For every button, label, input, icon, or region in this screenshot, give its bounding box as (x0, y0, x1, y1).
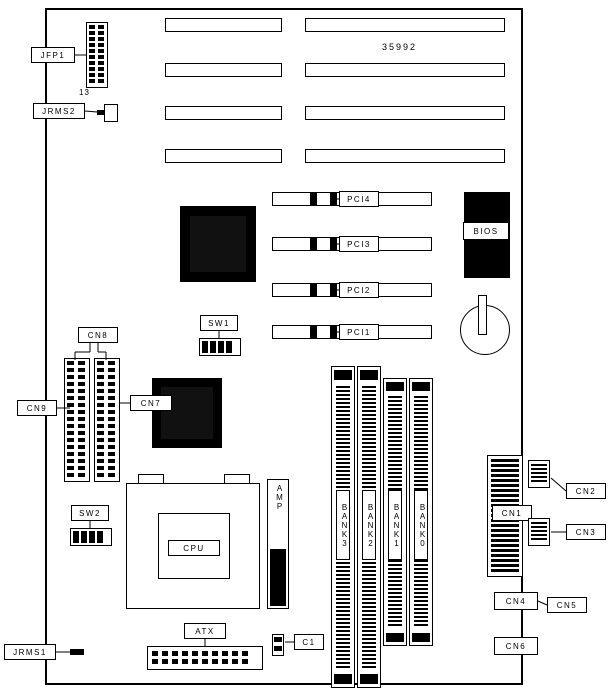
slot-top-4a (165, 149, 282, 163)
battery-post (478, 295, 487, 335)
slot-top-3a (165, 106, 282, 120)
sw1-dip-levers (202, 341, 238, 353)
label-bank2: BANK2 (362, 490, 376, 560)
amp-regulator-fill (270, 549, 286, 606)
label-cn4: CN4 (494, 592, 538, 610)
label-sw1: SW1 (200, 315, 238, 331)
label-cn9: CN9 (17, 400, 57, 416)
slot-top-1b (305, 18, 505, 32)
slot-top-1a (165, 18, 282, 32)
chipset-ic-north-die (190, 216, 246, 272)
slot-top-2b (305, 63, 505, 77)
label-jfp1: JFP1 (31, 47, 75, 63)
slot-top-2a (165, 63, 282, 77)
label-cn6: CN6 (494, 637, 538, 655)
slot-top-4b (305, 149, 505, 163)
jfp1-pin-number: 13 (79, 88, 90, 97)
label-bios: BIOS (463, 222, 509, 240)
label-cn8: CN8 (78, 327, 118, 343)
cpu-socket-tab-left (138, 474, 164, 484)
label-cn2: CN2 (566, 483, 606, 499)
cpu-socket-tab-right (224, 474, 250, 484)
label-cpu: CPU (168, 540, 220, 556)
label-atx: ATX (184, 623, 226, 639)
jrms1-lead (70, 649, 84, 655)
label-pci4: PCI4 (339, 191, 379, 207)
label-pci2: PCI2 (339, 282, 379, 298)
sw2-dip-levers (73, 531, 109, 543)
jrms2-lead (97, 110, 105, 115)
label-bank0: BANK0 (414, 490, 428, 560)
jrms2-connector (104, 104, 118, 122)
label-cn5: CN5 (547, 597, 587, 613)
cn9-pins (67, 361, 87, 479)
label-bank3: BANK3 (336, 490, 350, 560)
label-cn3: CN3 (566, 524, 606, 540)
label-amp: AMP (275, 484, 284, 511)
label-pci3: PCI3 (339, 236, 379, 252)
cn8-pins (97, 361, 117, 479)
slot-top-3b (305, 106, 505, 120)
jfp1-pins (89, 25, 105, 85)
label-cn1: CN1 (492, 505, 532, 521)
label-jrms1: JRMS1 (4, 644, 56, 660)
board-code-text: 35992 (382, 42, 418, 52)
label-sw2: SW2 (71, 505, 109, 521)
label-cn7: CN7 (130, 395, 172, 411)
label-bank1: BANK1 (388, 490, 402, 560)
label-pci1: PCI1 (339, 324, 379, 340)
label-jrms2: JRMS2 (33, 103, 85, 119)
label-c1: C1 (294, 634, 324, 650)
atx-power-pins (152, 651, 258, 665)
